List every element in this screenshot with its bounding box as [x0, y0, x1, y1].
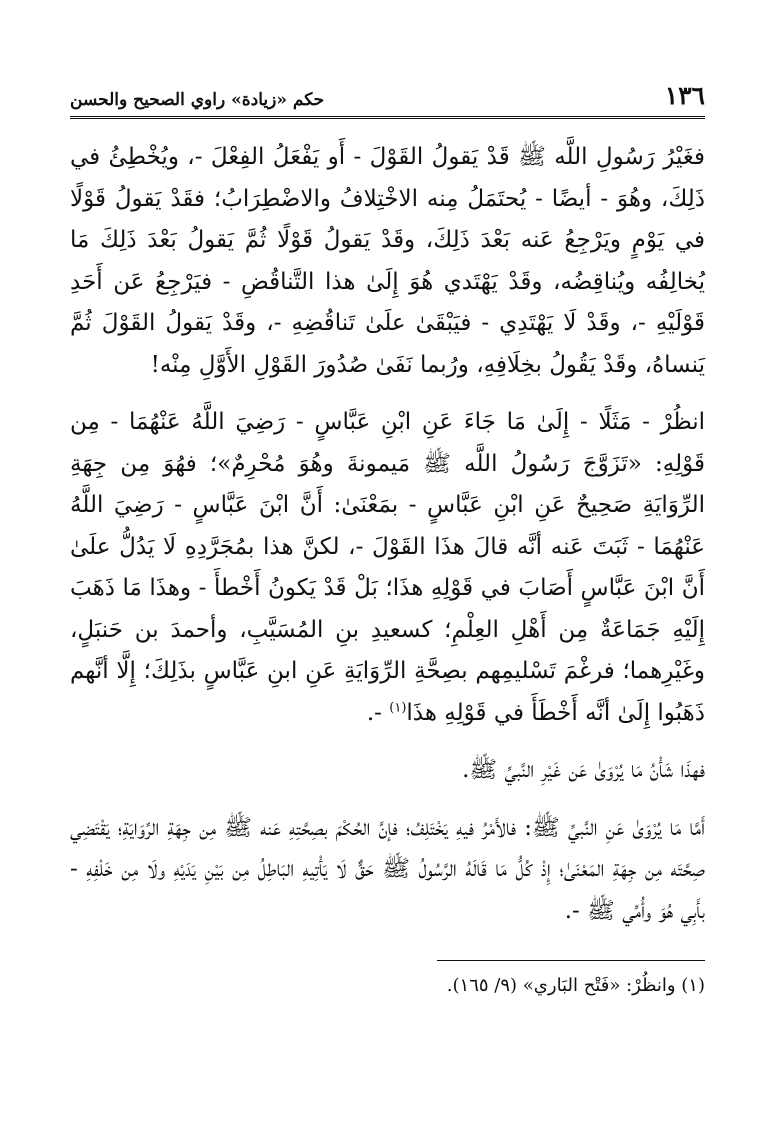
paragraph-3: فهذَا شَأْنُ مَا يُرْوَىٰ عَن غَيْرِ النَّبيِّ ﷺ. — [462, 757, 705, 783]
footnote-divider — [437, 960, 705, 961]
paragraph-4: أَمَّا مَا يُرْوَىٰ عَنِ النَّبيِّ ﷺ: فالأَمْرُ فيهِ يَخْتَلِفُ؛ فإنَّ الحُكْمَ بصِحَّتِهِ عَنه ﷺ مِن جِهَةِ الرِّوَايَةِ؛ يَقْتَضِي صِحَّتَه مِن جِهَةِ المَعْنَىٰ؛ إِذْ كُلُّ مَا قَالَهُ الرَّسُولُ ﷺ حَقٌّ لَا يَأْتِيهِ البَاطِلُ مِن بَيْنِ يَدَيْهِ ولَا مِن خَلْفِهِ - بأَبِي هُوَ وأُمِّي ﷺ -. — [70, 814, 705, 924]
page-body — [70, 137, 705, 932]
running-title: حكم «زيادة» راوي الصحيح والحسن — [70, 90, 325, 110]
paragraph-2-tail: -. — [366, 699, 390, 726]
footnote: (١) وانظُرْ: «فَتْح البَاري» (٩/ ١٦٥). — [446, 975, 705, 996]
page-number: ١٣٦ — [664, 81, 705, 110]
paragraph-1: فغَيْرُ رَسُولِ اللَّه ﷺ قَدْ يَقولُ القَوْلَ - أَو يَفْعَلُ الفِعْلَ -، ويُخْطِئُ في ذَلِكَ، وهُوَ - أيضًا - يُحتَمَلُ مِنه الاخْتِلافُ والاضْطِرَابُ؛ فقَدْ يَقولُ قَوْلًا في يَوْمٍ ويَرْجِعُ عَنه بَعْدَ ذَلِكَ، وقَدْ يَقولُ قَوْلًا ثُمَّ يَقولُ بَعْدَ ذَلِكَ مَا يُخالِفُه ويُناقِضُه، وقَدْ يَهْتَدي هُوَ إِلَىٰ هذا التَّناقُضِ - فيَرْجِعُ عَن أَحَدِ قَوْلَيْهِ -، وقَدْ لَا يَهْتَدِي - فيَبْقَىٰ علَىٰ تَناقُضِهِ -، وقَدْ يَقولُ القَوْلَ ثُمَّ يَنساهُ، وقَدْ يَقُولُ بخِلَافِهِ، ورُبما نَفَىٰ صُدُورَ القَوْلِ الأَوَّلِ مِنْه! — [70, 144, 705, 378]
footnote-reference[interactable]: (١) — [389, 699, 407, 715]
page-header — [70, 70, 705, 119]
book-page — [70, 70, 705, 1001]
paragraph-2 — [70, 402, 705, 734]
paragraph-2-text: انظُرْ - مَثَلًا - إِلَىٰ مَا جَاءَ عَنِ ابْنِ عَبَّاسٍ - رَضِيَ اللَّهُ عَنْهُمَا - مِن قَوْلِهِ: «تَزَوَّجَ رَسُولُ اللَّه ﷺ مَيمونةَ وهُوَ مُحْرِمٌ»؛ فهُوَ مِن جِهَةِ الرِّوَايَةِ صَحِيحٌ عَنِ ابْنِ عَبَّاسٍ - بمَعْنَىٰ: أَنَّ ابْنَ عَبَّاسٍ - رَضِيَ اللَّهُ عَنْهُمَا - ثَبَتَ عَنه أنَّه قالَ هذَا القَوْلَ -، لكنَّ هذا بمُجَرَّدِهِ لَا يَدُلُّ علَىٰ أَنَّ ابْنَ عَبَّاسٍ أَصَابَ في قَوْلِهِ هذَا؛ بَلْ قَدْ يَكونُ أَخْطأَ - وهذَا مَا ذَهَبَ إِلَيْهِ جَمَاعَةٌ مِن أَهْلِ العِلْمِ؛ كسعيدِ بنِ المُسَيَّبِ، وأحمدَ بن حَنبَلٍ، وغَيْرِهما؛ فرغْمَ تَسْليمِهم بصِحَّةِ الرِّوَايَةِ عَنِ ابنِ عَبَّاسٍ بذَلِكَ؛ إِلَّا أنَّهم ذَهَبُوا إِلَىٰ أنَّه أَخْطَأَ في قَوْلِهِ هذَا — [70, 409, 705, 726]
